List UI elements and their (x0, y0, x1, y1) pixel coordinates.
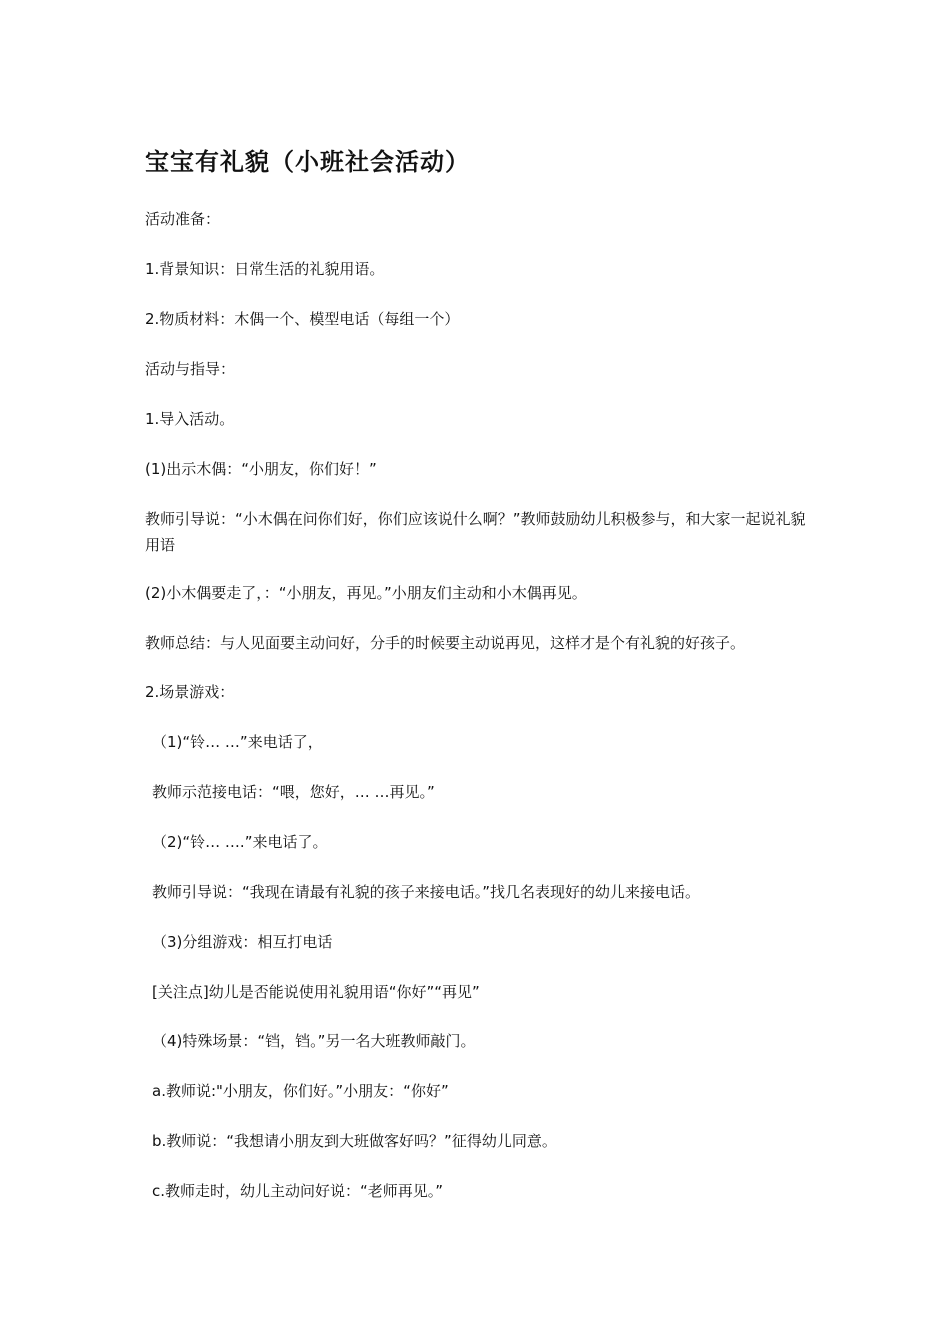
document-title: 宝宝有礼貌（小班社会活动） (145, 148, 470, 176)
text-line: 1.背景知识：日常生活的礼貌用语。 (145, 260, 385, 278)
text-line: 2.场景游戏： (145, 683, 235, 701)
text-line: 教师引导说：“我现在请最有礼貌的孩子来接电话。”找几名表现好的幼儿来接电话。 (152, 883, 701, 901)
section-heading-guidance: 活动与指导： (145, 360, 236, 378)
text-line: （2)“铃… ….”来电话了。 (152, 833, 328, 851)
text-paragraph: 教师引导说：“小木偶在问你们好，你们应该说什么啊？”教师鼓励幼儿积极参与，和大家一起说礼貌用语 (145, 510, 806, 554)
text-line: c.教师走时，幼儿主动问好说：“老师再见。” (152, 1182, 444, 1200)
text-line: 教师总结：与人见面要主动问好，分手的时候要主动说再见，这样才是个有礼貌的好孩子。 (145, 634, 746, 652)
text-line: （3)分组游戏：相互打电话 (152, 933, 333, 951)
text-line: b.教师说：“我想请小朋友到大班做客好吗？”征得幼儿同意。 (152, 1132, 557, 1150)
text-line: 1.导入活动。 (145, 410, 235, 428)
text-line: (2)小木偶要走了，：“小朋友，再见。”小朋友们主动和小木偶再见。 (145, 584, 587, 602)
section-heading-preparation: 活动准备： (145, 210, 221, 228)
text-line: 2.物质材料：木偶一个、模型电话（每组一个） (145, 310, 460, 328)
text-line: a.教师说:"小朋友，你们好。”小朋友：“你好” (152, 1082, 449, 1100)
text-line: （1)“铃… …”来电话了， (152, 733, 323, 751)
text-line: 教师示范接电话：“喂，您好，… …再见。” (152, 783, 435, 801)
text-line: (1)出示木偶：“小朋友，你们好！” (145, 460, 377, 478)
text-line: [关注点]幼儿是否能说使用礼貌用语“你好”“再见” (152, 983, 480, 1001)
text-line: （4)特殊场景：“铛，铛。”另一名大班教师敲门。 (152, 1032, 476, 1050)
